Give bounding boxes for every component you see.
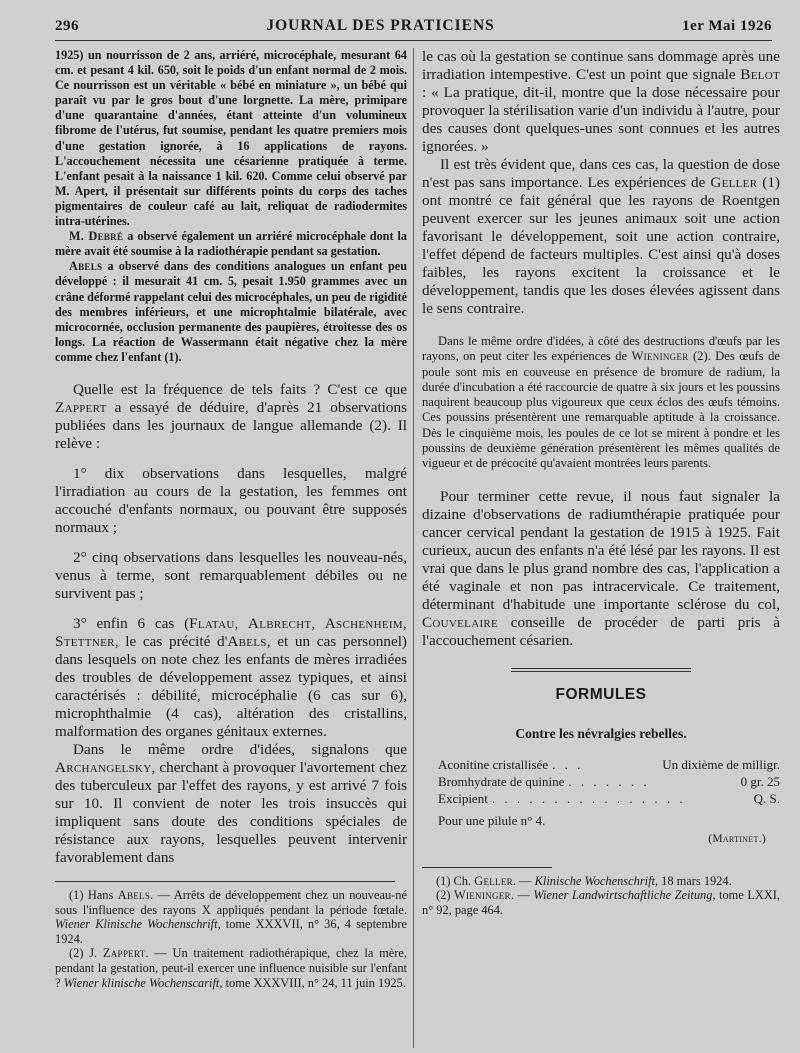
body-text [55, 381, 407, 867]
body-paragraph: le cas où la gestation se continue sans dommage après une irradiation intempestive. C'est un point que signale Belot : « La pratique, dit-il, montre que la dose nécessaire pour provoquer la stérilisation varie d'un individu à l'autre, pour des causes dont quelques-unes sont connues et les autres ignorées. » [422, 48, 780, 155]
footnote: (1) Hans Abels. — Arrêts de développement chez un nouveau-né sous l'influence des rayons X appliqués pendant la période fœtale. Wiener Klinische Wochenschrift, tome XXXVII, n° 36, 4 septembre 1924. [55, 887, 407, 946]
body-paragraph: Quelle est la fréquence de tels faits ? C'est ce que Zappert a essayé de déduire, d'après 21 observations publiées dans les journaux de langue allemande (2). Il relève : [55, 380, 407, 452]
case-paragraph: M. Debré a observé également un arriéré microcéphale dont la mère avait été soumise à la radiothérapie pendant sa gestation. [55, 229, 407, 259]
footnote-rule [422, 867, 552, 868]
page-header [55, 17, 772, 37]
ingredient-qty: Q. S. [753, 790, 780, 806]
body-text [422, 48, 780, 318]
footnote: (2) Wieninger. — Wiener Landwirtschaftliche Zeitung, tome LXXI, n° 92, page 464. [422, 888, 781, 917]
formules-heading: FORMULES [555, 685, 647, 703]
issue-date: 1er Mai 1926 [682, 18, 772, 34]
ingredient-name: Aconitine cristallisée [438, 756, 549, 772]
body-paragraph: 3° enfin 6 cas (Flatau, Albrecht, Aschenheim, Stettner, le cas précité d'Abels, et un cas personnel) dans lesquels on note chez les enfants de mères irradiées des troubles de développement assez typiques, et ainsi caractérisés : débilité, microcéphalie (6 cas sur 6), microphthalmie (4 cas), altération des cristallins, malformation des organes génitaux externes. [55, 614, 407, 740]
ingredient-qty: Un dixième de milligr. [662, 756, 780, 772]
ingredient-qty: 0 gr. 25 [740, 773, 780, 789]
formula-recipe [422, 756, 780, 807]
leader-dots: . . . . . . . . . . . . . . . . [491, 790, 686, 806]
body-paragraph: Il est très évident que, dans ces cas, la question de dose n'est pas sans importance. Les expériences de Geller (1) ont montré ce fait général que les rayons de Roentgen peuvent exercer sur les jeunes animaux soit une action favorisant le développement, soit une action contraire, l'effet dépend de facteurs multiples. C'est ainsi qu'à doses faibles, les rayons excitent la croissance et le développement, tandis que les doses élevées agissent dans le sens contraire. [422, 156, 780, 317]
recipe-row [438, 790, 780, 807]
right-column [422, 48, 780, 917]
leader-dots: . . . . . . . [568, 773, 650, 789]
case-paragraph: 1925) un nourrisson de 2 ans, arriéré, microcéphale, mesurant 64 cm. et pesant 4 kil. 650, soit le poids d'un enfant normal de 2 mois. Ce nourrisson est un véritable « bébé en miniature », un bébé qui paraît vu par le gros bout d'une lorgnette. La mère, primipare d'une quarantaine d'années, étant atteinte d'un volumineux fibrome de l'utérus, fut soumise, pendant les quatre premiers mois d'une gestation ignorée, à 16 applications de rayons. L'accouchement nécessita une césarienne pratiquée à terme. L'enfant pesait à la naissance 1 kil. 620. Comme celui observé par M. Apert, il présentait sur différents points du corps des taches pigmentaires de couleur café au lait, reliquat de radiodermites intra-utérines. [55, 48, 407, 229]
body-paragraph: Dans le même ordre d'idées, signalons que Archangelsky, cherchant à provoquer l'avortement chez des tuberculeux par l'effet des rayons, y est arrivé 7 fois sur 10. Il convient de noter les trois insuccès qui impliquent sans doute des conditions spéciales de résistance aux rayons, lesquelles peuvent intervenir favorablement dans [55, 740, 407, 866]
note-paragraph: Dans le même ordre d'idées, à côté des destructions d'œufs par les rayons, on peut citer les expériences de Wieninger (2). Des œufs de poule sont mis en couveuse en présence de bromure de radium, la durée d'incubation a été raccourcie de quatre à six jours et les poussins naquirent beaucoup plus vigoureux que ceux éclos des œufs témoins. Ces poussins présentèrent une remarquable aptitude à la croissance. Dès le cinquième mois, les poules de ce lot se mirent à pondre et les poussins de deuxième génération présentèrent les mêmes qualités de vigueur et de précocité qu'avaient montrées leurs parents. [422, 334, 780, 471]
footnote: (1) Ch. Geller. — Klinische Wochenschrift, 18 mars 1924. [436, 873, 732, 888]
section-separator [511, 668, 691, 672]
footnote: (2) J. Zappert. — Un traitement radiothérapique, chez la mère, pendant la gestation, peut-il exercer une influence nuisible sur l'enfant ? Wiener klinische Wochenscarift, tome XXXVIII, n° 24, 11 juin 1925. [55, 946, 407, 990]
recipe-row [438, 773, 780, 790]
dosage-note: Pour une pilule n° 4. [438, 812, 546, 828]
case-paragraph: Abels a observé dans des conditions analogues un enfant peu développé : il mesurait 41 cm. 5, pesait 1.950 grammes avec un crâne déformé rappelant celui des microcéphales, un peu de rigidité des membres inférieurs, et une microphtalmie bilatérale, avec microcornée, occlusion permanente des paupières, étroitesse des os longs. La réaction de Wassermann était négative chez la mère comme chez l'enfant (1). [55, 259, 407, 364]
body-paragraph: 2° cinq observations dans lesquelles les nouveau-nés, venus à terme, sont remarquablement débiles ou ne survivent pas ; [55, 548, 407, 602]
leader-dots: . . . [552, 756, 584, 772]
body-paragraph: 1° dix observations dans lesquelles, malgré l'irradiation au cours de la gestation, les femmes ont accouché d'enfants normaux, ou pouvant être supposés normaux ; [55, 464, 407, 536]
formula-author: (Martinet.) [708, 832, 766, 845]
ingredient-name: Excipient [438, 790, 488, 806]
body-paragraph: Pour terminer cette revue, il nous faut signaler la dizaine d'observations de radiumthérapie pratiquée pour cancer cervical pendant la gestation de 1915 à 1925. Fait curieux, aucun des enfants n'a été lésé par les rayons. Il est vrai que dans le plus grand nombre des cas, l'application a été vaginale et non pas intracervicale. Ce traitement, déterminant d'habitude une importante sclérose du col, Couvelaire conseille de procéder de parti pris à l'accouchement césarien. [422, 487, 780, 649]
experiment-note [422, 334, 780, 472]
footnotes [55, 888, 407, 990]
body-text [422, 488, 780, 650]
header-rule [55, 40, 772, 41]
footnotes [422, 874, 780, 918]
journal-title: JOURNAL DES PRATICIENS [266, 17, 495, 34]
formula-title: Contre les névralgies rebelles. [515, 725, 687, 741]
ingredient-name: Bromhydrate de quinine [438, 773, 565, 789]
page-number: 296 [55, 18, 79, 34]
left-column [55, 48, 407, 990]
case-reports [55, 48, 407, 365]
recipe-row [438, 756, 780, 773]
column-divider [413, 48, 414, 1048]
footnote-rule [55, 881, 395, 882]
